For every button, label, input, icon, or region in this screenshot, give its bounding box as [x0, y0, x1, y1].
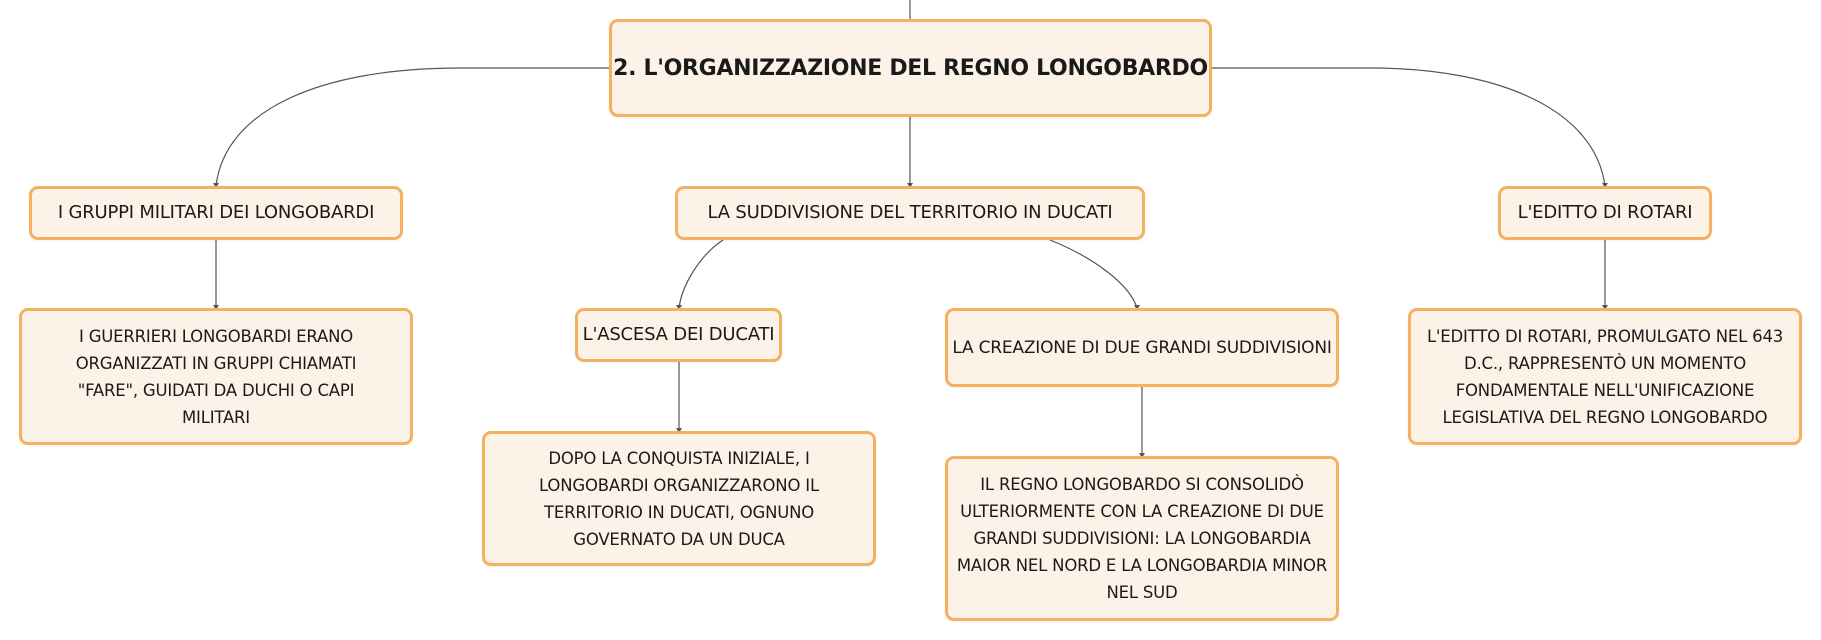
detail-node-conquista[interactable] — [482, 431, 876, 566]
branch-node-editto-rotari-label: L'EDITTO DI ROTARI — [1517, 202, 1693, 223]
root-node-label: 2. L'ORGANIZZAZIONE DEL REGNO LONGOBARDO — [613, 55, 1208, 81]
subbranch-node-ascesa-ducati[interactable] — [575, 308, 782, 362]
detail-node-conquista-text: DOPO LA CONQUISTA INIZIALE, I LONGOBARDI ORGANIZZARONO IL TERRITORIO IN DUCATI, OGNUNO GOVERNATO DA UN DUCA — [539, 448, 819, 549]
subbranch-node-creazione-suddivisioni-label: LA CREAZIONE DI DUE GRANDI SUDDIVISIONI — [952, 337, 1332, 358]
detail-node-rotari[interactable] — [1408, 308, 1802, 445]
branch-node-gruppi-militari-label: I GRUPPI MILITARI DEI LONGOBARDI — [57, 202, 375, 223]
branch-node-suddivisione-ducati[interactable] — [675, 186, 1145, 240]
subbranch-node-ascesa-ducati-label: L'ASCESA DEI DUCATI — [582, 324, 775, 345]
connector-ducati-creazione — [1050, 240, 1137, 308]
connector-root-editto — [1212, 68, 1605, 186]
detail-node-consolido-text: IL REGNO LONGOBARDO SI CONSOLIDÒ ULTERIORMENTE CON LA CREAZIONE DI DUE GRANDI SUDDIVISIONI: LA LONGOBARDIA MAIOR NEL NORD E LA LONGOBARDIA MINOR NEL SUD — [956, 475, 1328, 602]
connector-root-gruppi — [216, 68, 609, 186]
branch-node-editto-rotari[interactable] — [1498, 186, 1712, 240]
detail-node-rotari-text: L'EDITTO DI ROTARI, PROMULGATO NEL 643 D.C., RAPPRESENTÒ UN MOMENTO FONDAMENTALE NELL'UNIFICAZIONE LEGISLATIVA DEL REGNO LONGOBARDO — [1426, 326, 1784, 427]
detail-node-consolido[interactable] — [945, 456, 1339, 621]
detail-node-guerrieri-text: I GUERRIERI LONGOBARDI ERANO ORGANIZZATI IN GRUPPI CHIAMATI "FARE", GUIDATI DA DUCHI O CAPI MILITARI — [75, 326, 357, 427]
branch-node-gruppi-militari[interactable] — [29, 186, 403, 240]
detail-node-guerrieri[interactable] — [19, 308, 413, 445]
connector-ducati-ascesa — [679, 240, 723, 308]
branch-node-suddivisione-ducati-label: LA SUDDIVISIONE DEL TERRITORIO IN DUCATI — [707, 202, 1113, 223]
root-node[interactable] — [609, 19, 1212, 117]
subbranch-node-creazione-suddivisioni[interactable] — [945, 308, 1339, 387]
